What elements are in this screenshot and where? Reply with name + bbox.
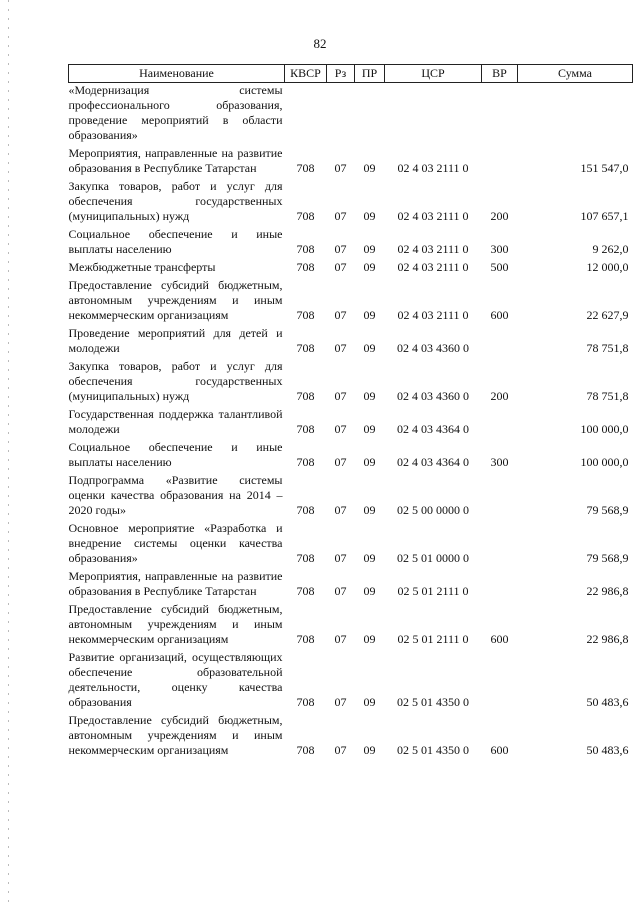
cell-kvsr: 708 [296, 161, 315, 175]
cell-sum: 12 000,0 [586, 260, 629, 274]
cell-sum: 151 547,0 [580, 161, 629, 175]
cell-vr: 300 [490, 455, 509, 469]
cell-csr: 02 4 03 2111 0 [397, 260, 469, 274]
cell-rz: 07 [334, 209, 347, 223]
cell-sum: 78 751,8 [586, 389, 629, 403]
cell-pr: 09 [363, 389, 376, 403]
cell-pr: 09 [363, 308, 376, 322]
cell-kvsr: 708 [296, 389, 315, 403]
cell-rz [327, 83, 355, 147]
cell-sum: 100 000,0 [580, 455, 629, 469]
cell-pr [355, 83, 385, 147]
cell-kvsr: 708 [296, 551, 315, 565]
cell-rz: 07 [334, 503, 347, 517]
cell-rz: 07 [334, 341, 347, 355]
table-header-row [69, 65, 633, 83]
cell-name: Предоставление субсидий бюджетным, автономным учреждениям и иным некоммерческим организациям [68, 713, 283, 757]
cell-csr: 02 5 01 4350 0 [397, 743, 469, 757]
cell-csr: 02 4 03 4360 0 [397, 389, 469, 403]
cell-csr: 02 4 03 2111 0 [397, 308, 469, 322]
table-row [69, 440, 633, 473]
table-row [69, 227, 633, 260]
cell-vr [482, 146, 518, 179]
cell-pr: 09 [363, 242, 376, 256]
cell-csr: 02 5 01 0000 0 [397, 551, 469, 565]
cell-name: Предоставление субсидий бюджетным, автономным учреждениям и иным некоммерческим организациям [68, 278, 283, 322]
cell-sum: 22 986,8 [586, 584, 629, 598]
cell-pr: 09 [363, 584, 376, 598]
header-name: Наименование [69, 65, 285, 83]
cell-vr [482, 407, 518, 440]
cell-pr: 09 [363, 695, 376, 709]
cell-csr: 02 5 01 2111 0 [397, 584, 469, 598]
cell-name: Развитие организаций, осуществляющих обеспечение образовательной деятельности, оценку качества образования [68, 650, 283, 709]
cell-kvsr: 708 [296, 584, 315, 598]
cell-sum: 50 483,6 [586, 743, 629, 757]
cell-sum: 100 000,0 [580, 422, 629, 436]
cell-csr: 02 4 03 4360 0 [397, 341, 469, 355]
cell-pr: 09 [363, 632, 376, 646]
cell-pr: 09 [363, 161, 376, 175]
cell-csr: 02 4 03 4364 0 [397, 422, 469, 436]
table-row [69, 359, 633, 407]
cell-sum: 9 262,0 [592, 242, 629, 256]
cell-rz: 07 [334, 308, 347, 322]
cell-csr [385, 83, 482, 147]
table-row [69, 326, 633, 359]
cell-kvsr: 708 [296, 503, 315, 517]
cell-sum: 50 483,6 [586, 695, 629, 709]
cell-csr: 02 5 01 4350 0 [397, 695, 469, 709]
cell-name: Подпрограмма «Развитие системы оценки качества образования на 2014 – 2020 годы» [68, 473, 283, 517]
header-pr: ПР [355, 65, 385, 83]
cell-csr: 02 4 03 2111 0 [397, 209, 469, 223]
cell-name: Основное мероприятие «Разработка и внедрение системы оценки качества образования» [68, 521, 283, 565]
cell-kvsr: 708 [296, 341, 315, 355]
cell-kvsr: 708 [296, 632, 315, 646]
cell-name: Закупка товаров, работ и услуг для обеспечения государственных (муниципальных) нужд [68, 359, 283, 403]
cell-pr: 09 [363, 260, 376, 274]
cell-csr: 02 5 01 2111 0 [397, 632, 469, 646]
table-row [69, 569, 633, 602]
table-row [69, 278, 633, 326]
cell-pr: 09 [363, 455, 376, 469]
cell-pr: 09 [363, 341, 376, 355]
cell-rz: 07 [334, 260, 347, 274]
table-row [69, 602, 633, 650]
table-row [69, 521, 633, 569]
table-row [69, 83, 633, 147]
cell-pr: 09 [363, 503, 376, 517]
cell-rz: 07 [334, 389, 347, 403]
cell-pr: 09 [363, 209, 376, 223]
cell-pr: 09 [363, 743, 376, 757]
cell-csr: 02 4 03 2111 0 [397, 242, 469, 256]
table-row [69, 260, 633, 278]
cell-vr [482, 473, 518, 521]
cell-vr: 200 [490, 389, 509, 403]
cell-kvsr: 708 [296, 308, 315, 322]
page-edge-marks [8, 0, 9, 905]
cell-vr [482, 650, 518, 713]
table-row [69, 713, 633, 761]
cell-kvsr: 708 [296, 743, 315, 757]
header-sum: Сумма [518, 65, 633, 83]
cell-kvsr: 708 [296, 209, 315, 223]
cell-csr: 02 4 03 4364 0 [397, 455, 469, 469]
cell-csr: 02 4 03 2111 0 [397, 161, 469, 175]
header-kvsr: КВСР [285, 65, 327, 83]
cell-name: Проведение мероприятий для детей и молодежи [68, 326, 283, 355]
table-row [69, 473, 633, 521]
cell-pr: 09 [363, 422, 376, 436]
cell-kvsr: 708 [296, 242, 315, 256]
budget-table [68, 64, 633, 761]
cell-name: «Модернизация системы профессионального образования, проведение мероприятий в области образования» [68, 83, 283, 142]
table-row [69, 407, 633, 440]
cell-vr [482, 521, 518, 569]
cell-vr [482, 569, 518, 602]
cell-rz: 07 [334, 695, 347, 709]
cell-sum: 79 568,9 [586, 551, 629, 565]
cell-kvsr: 708 [296, 455, 315, 469]
cell-name: Мероприятия, направленные на развитие образования в Республике Татарстан [68, 146, 283, 175]
cell-rz: 07 [334, 632, 347, 646]
cell-rz: 07 [334, 455, 347, 469]
cell-vr: 600 [490, 632, 509, 646]
cell-vr [482, 83, 518, 147]
cell-kvsr: 708 [296, 422, 315, 436]
cell-name: Социальное обеспечение и иные выплаты населению [68, 227, 283, 256]
header-rz: Рз [327, 65, 355, 83]
cell-name: Социальное обеспечение и иные выплаты населению [68, 440, 283, 469]
cell-name: Межбюджетные трансферты [68, 260, 216, 274]
cell-name: Закупка товаров, работ и услуг для обеспечения государственных (муниципальных) нужд [68, 179, 283, 223]
cell-rz: 07 [334, 161, 347, 175]
cell-kvsr [285, 83, 327, 147]
cell-vr: 600 [490, 743, 509, 757]
cell-name: Государственная поддержка талантливой молодежи [68, 407, 283, 436]
cell-sum: 107 657,1 [580, 209, 629, 223]
table-row [69, 650, 633, 713]
cell-vr: 600 [490, 308, 509, 322]
cell-rz: 07 [334, 551, 347, 565]
cell-name: Предоставление субсидий бюджетным, автономным учреждениям и иным некоммерческим организациям [68, 602, 283, 646]
page-number: 82 [313, 36, 327, 51]
cell-name: Мероприятия, направленные на развитие образования в Республике Татарстан [68, 569, 283, 598]
cell-kvsr: 708 [296, 260, 315, 274]
cell-sum: 22 986,8 [586, 632, 629, 646]
table-row [69, 146, 633, 179]
cell-sum: 79 568,9 [586, 503, 629, 517]
cell-csr: 02 5 00 0000 0 [397, 503, 469, 517]
header-csr: ЦСР [385, 65, 482, 83]
cell-pr: 09 [363, 551, 376, 565]
table-body [69, 83, 633, 762]
cell-vr [482, 326, 518, 359]
cell-rz: 07 [334, 584, 347, 598]
header-vr: ВР [482, 65, 518, 83]
table-row [69, 179, 633, 227]
cell-kvsr: 708 [296, 695, 315, 709]
cell-rz: 07 [334, 242, 347, 256]
cell-sum: 22 627,9 [586, 308, 629, 322]
cell-vr: 300 [490, 242, 509, 256]
cell-sum: 78 751,8 [586, 341, 629, 355]
cell-vr: 200 [490, 209, 509, 223]
cell-sum [518, 83, 633, 147]
cell-rz: 07 [334, 422, 347, 436]
cell-vr: 500 [490, 260, 509, 274]
cell-rz: 07 [334, 743, 347, 757]
